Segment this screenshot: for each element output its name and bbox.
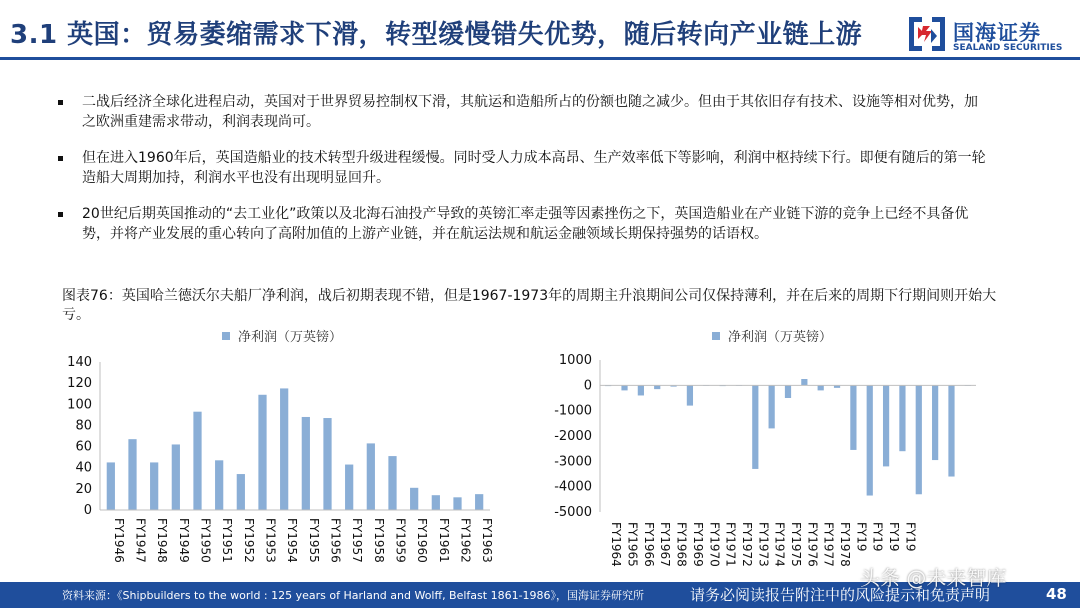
x-tick-label: FY1954 [285, 518, 300, 563]
bar-FY1952 [237, 474, 245, 510]
x-tick-label: FY1972 [739, 522, 754, 567]
x-tick-label: FY1955 [306, 518, 321, 563]
y-tick-label: 40 [75, 460, 92, 476]
bar-FY1951 [215, 460, 223, 510]
y-tick-label: -5000 [554, 505, 592, 520]
bar-FY1955 [302, 417, 310, 510]
bar-FY1959 [388, 456, 396, 510]
x-tick-label: FY19 [854, 522, 869, 552]
chart-legend [222, 329, 342, 345]
bar-FY1953 [258, 395, 266, 510]
x-tick-label: FY1978 [838, 522, 853, 567]
title-divider [0, 57, 1080, 60]
bar-FY1946 [107, 462, 115, 510]
figure-caption: 图表76：英国哈兰德沃尔夫船厂净利润，战后初期表现不错，但是1967-1973年的周期主升浪期间公司仅保持薄利，并在后来的周期下行期间则开始大亏。 [62, 288, 997, 323]
bar-FY1948 [150, 462, 158, 510]
legend-swatch [712, 332, 720, 340]
bar-FY1963 [475, 494, 483, 510]
x-tick-label: FY1949 [176, 518, 191, 563]
bar-FY1950 [193, 412, 201, 510]
y-tick-label: 140 [67, 355, 92, 370]
x-tick-label: FY1971 [723, 522, 738, 567]
chart-svg [50, 322, 510, 580]
y-tick-label: 1000 [558, 353, 592, 368]
y-tick-label: -3000 [554, 454, 592, 470]
y-tick-label: -1000 [554, 403, 592, 419]
x-tick-label: FY1973 [756, 522, 771, 567]
bar-FY1961 [432, 495, 440, 510]
x-tick-label: FY1974 [772, 522, 787, 567]
data-source: 资料来源：《Shipbuilders to the world : 125 years of Harland and Wolff, Belfast 1861-1986》，国海证券研究所 [62, 589, 645, 602]
x-tick-label: FY1960 [415, 518, 430, 563]
bar-FY1960 [410, 488, 418, 510]
bar-FY1981 [883, 385, 889, 466]
bar-FY1982 [899, 385, 905, 451]
watermark-text: 头条 @未来智库 [860, 566, 1007, 590]
y-tick-label: 100 [67, 397, 92, 413]
bar-FY1984 [932, 385, 938, 460]
x-tick-label: FY1977 [821, 522, 836, 567]
bar-FY1949 [172, 444, 180, 510]
bar-FY1965 [621, 385, 627, 390]
x-tick-label: FY19 [887, 522, 902, 552]
page-header [0, 0, 1080, 62]
bar-FY1979 [850, 385, 856, 450]
bar-FY1977 [818, 385, 824, 390]
x-tick-label: FY1956 [328, 518, 343, 563]
y-tick-label: 60 [75, 439, 92, 455]
bar-FY1954 [280, 388, 288, 510]
x-tick-label: FY1976 [805, 522, 820, 567]
bar-FY1975 [785, 385, 791, 398]
y-tick-label: -2000 [554, 429, 592, 444]
bar-FY1958 [367, 443, 375, 510]
y-tick-label: -4000 [554, 479, 592, 495]
y-tick-label: 120 [67, 376, 92, 392]
x-tick-label: FY1958 [371, 518, 386, 563]
bullet-item: 20世纪后期英国推动的“去工业化”政策以及北海石油投产导致的英镑汇率走强等因素挫伤之下，英国造船业在产业链下游的竞争上已经不具备优势，并将产业发展的重心转向了高附加值的上游产业链，并在航运法规和航运金融领域长期保持强势的话语权。 [58, 204, 988, 244]
x-tick-label: FY1963 [480, 518, 495, 563]
x-tick-label: FY1948 [155, 518, 170, 563]
bar-FY1962 [453, 497, 461, 510]
x-tick-label: FY1975 [789, 522, 803, 567]
bar-FY1966 [638, 385, 644, 395]
x-tick-label: FY1969 [690, 522, 705, 567]
logo-chinese-text: 国海证券 [953, 21, 1041, 45]
profit-chart-1946-1963 [50, 322, 510, 580]
bar-FY1983 [916, 385, 922, 494]
x-tick-label: FY19 [903, 522, 918, 552]
chart-legend [712, 329, 832, 345]
bar-FY1967 [654, 385, 660, 389]
x-tick-label: FY1961 [436, 518, 451, 563]
x-tick-label: FY1970 [707, 522, 722, 567]
bar-FY1956 [323, 418, 331, 510]
x-tick-label: FY1950 [198, 518, 213, 563]
x-tick-label: FY1962 [458, 518, 473, 563]
x-tick-label: FY1964 [609, 522, 624, 567]
x-tick-label: FY1965 [625, 522, 640, 567]
slide-title: 3.1 英国：贸易萎缩需求下滑，转型缓慢错失优势，随后转向产业链上游 [10, 20, 863, 50]
bar-FY1973 [752, 385, 758, 469]
sealand-logo-icon [909, 17, 945, 51]
x-tick-label: FY19 [870, 522, 885, 552]
y-tick-label: 80 [75, 418, 92, 434]
bullet-item: 但在进入1960年后，英国造船业的技术转型升级进程缓慢。同时受人力成本高昂、生产效率低下等影响，利润中枢持续下行。即便有随后的第一轮造船大周期加持，利润水平也没有出现明显回升。 [58, 148, 988, 188]
bar-FY1957 [345, 465, 353, 510]
x-tick-label: FY1967 [658, 522, 673, 567]
y-tick-label: 0 [83, 503, 92, 518]
disclaimer-text: 请务必阅读报告附注中的风险提示和免责声明 [690, 586, 991, 604]
x-tick-label: FY1952 [241, 518, 256, 563]
page-number: 48 [1046, 585, 1067, 603]
x-tick-label: FY1953 [263, 518, 278, 563]
company-logo [909, 15, 1074, 57]
bullet-list [58, 92, 988, 260]
chart-svg [540, 322, 980, 580]
x-tick-label: FY1966 [641, 522, 656, 567]
logo-english-text: SEALAND SECURITIES [953, 43, 1063, 53]
x-tick-label: FY1959 [393, 518, 408, 563]
bar-FY1985 [948, 385, 954, 476]
bar-FY1947 [128, 439, 136, 510]
x-tick-label: FY1968 [674, 522, 689, 567]
y-tick-label: 0 [583, 378, 592, 394]
bar-FY1974 [769, 385, 775, 428]
bar-FY1969 [687, 385, 693, 405]
x-tick-label: FY1951 [220, 518, 235, 563]
bar-FY1976 [801, 379, 807, 385]
legend-label: 净利润（万英镑） [728, 330, 833, 345]
x-tick-label: FY1947 [133, 518, 148, 563]
bar-FY1980 [867, 385, 873, 495]
y-tick-label: 20 [75, 481, 92, 497]
x-tick-label: FY1946 [111, 518, 126, 563]
x-tick-label: FY1957 [350, 518, 365, 563]
legend-label: 净利润（万英镑） [238, 330, 343, 345]
bullet-item: 二战后经济全球化进程启动，英国对于世界贸易控制权下滑，其航运和造船所占的份额也随之减少。但由于其依旧存有技术、设施等相对优势，加之欧洲重建需求带动，利润表现尚可。 [58, 92, 988, 132]
profit-chart-1964-1986 [540, 322, 980, 580]
legend-swatch [222, 332, 230, 340]
